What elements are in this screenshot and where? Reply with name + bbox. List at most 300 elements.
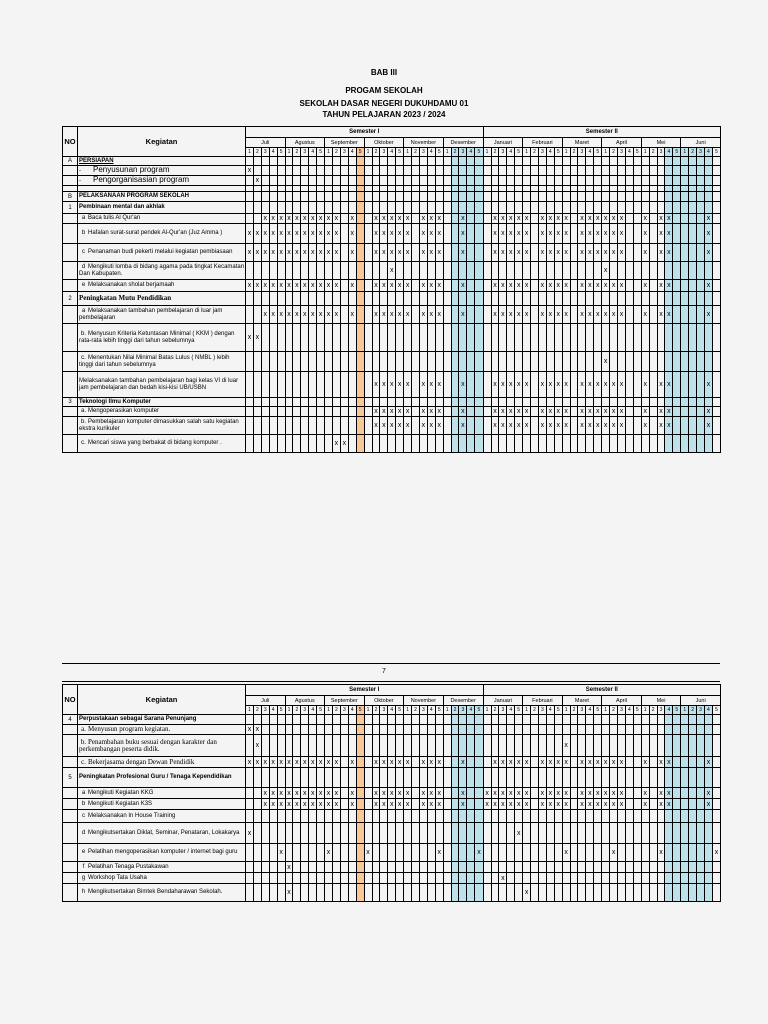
week-cell <box>325 725 333 735</box>
week-cell <box>301 398 309 407</box>
schedule-table-1 <box>62 126 721 453</box>
schedule-mark: x <box>580 311 584 318</box>
schedule-mark: x <box>397 215 402 222</box>
schedule-mark: x <box>271 311 275 318</box>
schedule-mark: x <box>603 215 608 222</box>
schedule-mark: x <box>564 422 568 429</box>
schedule-mark: x <box>580 230 584 237</box>
week-cell <box>523 262 531 280</box>
schedule-mark: x <box>326 230 331 237</box>
week-cell <box>523 192 531 202</box>
row-number <box>63 244 78 262</box>
week-cell <box>681 725 689 735</box>
week-cell <box>261 244 269 262</box>
week-cell <box>657 306 665 324</box>
week-header: 3 <box>618 706 626 715</box>
week-cell <box>594 873 602 884</box>
schedule-mark: x <box>603 282 608 289</box>
week-cell <box>317 757 325 768</box>
week-cell <box>483 306 491 324</box>
week-cell <box>570 823 578 844</box>
week-cell <box>697 352 705 372</box>
week-cell <box>246 435 254 453</box>
week-cell <box>269 224 277 244</box>
week-cell <box>332 176 340 186</box>
week-cell <box>380 788 388 799</box>
schedule-mark: x <box>659 311 663 318</box>
activity-text: Pelatihan Tenaga Pustakawan <box>88 863 169 870</box>
week-cell <box>712 352 720 372</box>
week-cell <box>427 799 435 810</box>
week-cell <box>293 735 301 757</box>
week-cell <box>515 306 523 324</box>
week-cell <box>689 280 697 292</box>
week-cell <box>491 157 499 166</box>
week-header: 3 <box>697 148 705 157</box>
week-cell <box>427 352 435 372</box>
week-cell <box>459 417 467 435</box>
week-cell <box>364 202 372 214</box>
schedule-mark: x <box>405 381 410 388</box>
week-cell <box>412 280 420 292</box>
week-cell <box>578 844 586 862</box>
week-cell <box>293 862 301 873</box>
week-cell <box>261 224 269 244</box>
week-cell <box>348 417 356 435</box>
schedule-mark: x <box>643 282 647 289</box>
week-cell <box>507 810 515 823</box>
schedule-mark: x <box>588 381 592 388</box>
week-cell <box>380 244 388 262</box>
week-cell <box>618 214 626 224</box>
week-cell <box>507 352 515 372</box>
week-cell <box>523 292 531 306</box>
week-cell <box>499 862 507 873</box>
week-cell <box>317 324 325 352</box>
week-cell <box>697 292 705 306</box>
week-header: 5 <box>356 148 364 157</box>
week-cell <box>309 280 317 292</box>
week-cell <box>443 735 451 757</box>
week-cell <box>451 873 459 884</box>
week-cell <box>618 417 626 435</box>
week-header: 5 <box>594 706 602 715</box>
week-cell <box>309 306 317 324</box>
week-cell <box>625 214 633 224</box>
week-cell <box>404 280 412 292</box>
week-cell <box>657 372 665 398</box>
week-cell <box>523 823 531 844</box>
schedule-mark: x <box>524 800 529 808</box>
week-cell <box>435 292 443 306</box>
week-cell <box>380 844 388 862</box>
schedule-mark: x <box>706 215 711 222</box>
week-cell <box>602 166 610 176</box>
week-cell <box>356 157 364 166</box>
week-cell <box>657 192 665 202</box>
week-cell <box>633 306 641 324</box>
week-cell <box>348 324 356 352</box>
schedule-mark: x <box>540 215 545 222</box>
week-cell <box>467 417 475 435</box>
week-cell <box>301 176 309 186</box>
week-cell <box>586 292 594 306</box>
week-cell <box>340 280 348 292</box>
week-cell <box>396 372 404 398</box>
week-cell <box>523 176 531 186</box>
schedule-mark: x <box>580 758 584 766</box>
week-cell <box>301 823 309 844</box>
week-cell <box>269 176 277 186</box>
week-cell <box>554 192 562 202</box>
schedule-mark: x <box>255 742 260 749</box>
row-number <box>63 306 78 324</box>
week-cell <box>618 398 626 407</box>
week-cell <box>246 735 254 757</box>
week-cell <box>578 735 586 757</box>
activity-cell <box>78 192 246 202</box>
week-cell <box>317 715 325 725</box>
row-number <box>63 810 78 823</box>
week-cell <box>332 352 340 372</box>
week-header: 1 <box>285 148 293 157</box>
week-cell <box>340 768 348 788</box>
schedule-mark: x <box>390 800 394 808</box>
week-cell <box>594 715 602 725</box>
week-cell <box>531 306 539 324</box>
week-cell <box>531 435 539 453</box>
week-cell <box>562 844 570 862</box>
week-cell <box>285 884 293 902</box>
schedule-mark: x <box>524 249 529 256</box>
week-cell <box>277 407 285 417</box>
activity-cell <box>78 844 246 862</box>
week-cell <box>531 823 539 844</box>
week-cell <box>499 799 507 810</box>
week-cell <box>364 352 372 372</box>
week-cell <box>531 214 539 224</box>
schedule-mark: x <box>318 311 323 318</box>
schedule-mark: x <box>429 408 434 415</box>
week-cell <box>404 873 412 884</box>
week-cell <box>657 873 665 884</box>
week-cell <box>610 157 618 166</box>
week-cell <box>309 292 317 306</box>
week-cell <box>689 435 697 453</box>
schedule-mark: x <box>287 249 291 256</box>
activity-cell <box>78 398 246 407</box>
week-header: 5 <box>712 706 720 715</box>
schedule-mark: x <box>706 311 711 318</box>
week-cell <box>554 735 562 757</box>
week-cell <box>427 202 435 214</box>
week-cell <box>467 176 475 186</box>
week-cell <box>618 735 626 757</box>
week-cell <box>570 862 578 873</box>
week-cell <box>412 715 420 725</box>
activity-cell <box>78 324 246 352</box>
week-cell <box>499 844 507 862</box>
week-cell <box>491 352 499 372</box>
schedule-mark: x <box>374 249 378 256</box>
week-cell <box>364 844 372 862</box>
week-cell <box>301 372 309 398</box>
table-row <box>63 244 721 262</box>
row-number <box>63 224 78 244</box>
week-cell <box>293 788 301 799</box>
week-cell <box>293 407 301 417</box>
schedule-mark: x <box>548 381 553 388</box>
week-cell <box>554 884 562 902</box>
schedule-mark: x <box>390 230 394 237</box>
schedule-mark: x <box>667 230 671 237</box>
week-cell <box>649 306 657 324</box>
schedule-mark: x <box>310 789 315 797</box>
schedule-mark: x <box>437 849 441 856</box>
table-row <box>63 407 721 417</box>
week-cell <box>443 435 451 453</box>
week-cell <box>412 768 420 788</box>
schedule-mark: x <box>548 800 553 808</box>
week-cell <box>554 176 562 186</box>
week-cell <box>261 306 269 324</box>
schedule-mark: x <box>588 249 592 256</box>
week-header: 4 <box>348 148 356 157</box>
week-cell <box>285 417 293 435</box>
week-cell <box>325 417 333 435</box>
week-cell <box>467 352 475 372</box>
week-cell <box>538 166 546 176</box>
week-cell <box>515 788 523 799</box>
week-cell <box>475 292 483 306</box>
week-cell <box>618 788 626 799</box>
week-cell <box>657 407 665 417</box>
schedule-mark: x <box>493 422 497 429</box>
week-cell <box>451 398 459 407</box>
row-number: A <box>63 157 78 166</box>
week-cell <box>404 324 412 352</box>
week-cell <box>340 372 348 398</box>
week-cell <box>483 166 491 176</box>
week-cell <box>412 725 420 735</box>
schedule-mark: x <box>667 800 671 808</box>
week-cell <box>546 398 554 407</box>
week-cell <box>301 715 309 725</box>
week-cell <box>515 192 523 202</box>
week-cell <box>602 788 610 799</box>
week-cell <box>348 398 356 407</box>
week-header: 2 <box>412 148 420 157</box>
schedule-mark: x <box>461 381 465 388</box>
schedule-mark: x <box>247 758 252 766</box>
week-cell <box>673 262 681 280</box>
schedule-mark: x <box>611 408 616 415</box>
week-cell <box>340 810 348 823</box>
week-cell <box>657 768 665 788</box>
week-cell <box>340 873 348 884</box>
week-cell <box>380 862 388 873</box>
week-cell <box>570 372 578 398</box>
week-cell <box>578 166 586 176</box>
week-cell <box>412 884 420 902</box>
week-cell <box>625 280 633 292</box>
week-cell <box>459 823 467 844</box>
week-cell <box>633 324 641 352</box>
table-row <box>63 435 721 453</box>
week-cell <box>451 715 459 725</box>
week-cell <box>427 280 435 292</box>
week-cell <box>507 788 515 799</box>
week-cell <box>443 324 451 352</box>
week-cell <box>657 725 665 735</box>
week-cell <box>673 757 681 768</box>
week-cell <box>332 157 340 166</box>
schedule-mark: x <box>524 230 529 237</box>
week-cell <box>602 799 610 810</box>
week-cell <box>325 873 333 884</box>
week-cell <box>451 844 459 862</box>
schedule-mark: x <box>603 408 608 415</box>
week-cell <box>475 372 483 398</box>
week-cell <box>396 176 404 186</box>
week-cell <box>546 292 554 306</box>
week-cell <box>443 862 451 873</box>
activity-sub-label: c <box>82 249 85 255</box>
week-cell <box>681 407 689 417</box>
week-cell <box>681 873 689 884</box>
week-cell <box>491 192 499 202</box>
week-cell <box>712 372 720 398</box>
week-header: 3 <box>499 148 507 157</box>
week-cell <box>309 823 317 844</box>
week-cell <box>602 224 610 244</box>
schedule-mark: x <box>516 829 521 837</box>
week-cell <box>269 884 277 902</box>
week-cell <box>451 176 459 186</box>
week-cell <box>396 292 404 306</box>
schedule-mark: x <box>271 249 275 256</box>
week-cell <box>325 262 333 280</box>
week-cell <box>625 352 633 372</box>
week-cell <box>633 407 641 417</box>
week-cell <box>618 799 626 810</box>
week-cell <box>570 788 578 799</box>
week-cell <box>531 372 539 398</box>
week-cell <box>523 435 531 453</box>
week-cell <box>467 214 475 224</box>
week-cell <box>317 214 325 224</box>
schedule-mark: x <box>279 849 283 856</box>
week-cell <box>689 176 697 186</box>
week-cell <box>332 844 340 862</box>
week-cell <box>317 725 325 735</box>
schedule-mark: x <box>421 282 426 289</box>
week-cell <box>586 224 594 244</box>
week-cell <box>570 157 578 166</box>
schedule-mark: x <box>596 282 600 289</box>
week-cell <box>633 823 641 844</box>
week-cell <box>649 768 657 788</box>
week-cell <box>435 715 443 725</box>
schedule-mark: x <box>516 215 521 222</box>
activity-cell <box>78 873 246 884</box>
week-cell <box>277 398 285 407</box>
activity-cell <box>78 788 246 799</box>
week-cell <box>681 157 689 166</box>
schedule-mark: x <box>255 726 260 733</box>
week-cell <box>356 292 364 306</box>
schedule-mark: x <box>247 282 252 289</box>
week-cell <box>253 725 261 735</box>
week-cell <box>712 407 720 417</box>
week-header: 1 <box>364 706 372 715</box>
schedule-mark: x <box>318 800 323 808</box>
week-cell <box>594 768 602 788</box>
week-cell <box>712 417 720 435</box>
week-cell <box>435 324 443 352</box>
week-cell <box>657 214 665 224</box>
week-cell <box>507 214 515 224</box>
week-header: 1 <box>325 148 333 157</box>
week-cell <box>253 202 261 214</box>
activity-text: Peningkatan Profesional Guru / Tenaga Kependidikan <box>79 774 232 780</box>
week-cell <box>443 884 451 902</box>
week-cell <box>499 202 507 214</box>
week-cell <box>657 823 665 844</box>
week-cell <box>412 844 420 862</box>
week-cell <box>491 873 499 884</box>
table-row <box>63 823 721 844</box>
week-cell <box>285 157 293 166</box>
week-cell <box>697 192 705 202</box>
week-cell <box>380 407 388 417</box>
week-cell <box>562 280 570 292</box>
schedule-mark: x <box>255 758 260 766</box>
week-cell <box>269 715 277 725</box>
week-cell <box>356 372 364 398</box>
week-cell <box>285 715 293 725</box>
week-cell <box>499 768 507 788</box>
week-cell <box>427 435 435 453</box>
week-cell <box>427 417 435 435</box>
week-cell <box>712 224 720 244</box>
week-cell <box>451 352 459 372</box>
week-cell <box>356 862 364 873</box>
week-cell <box>697 372 705 398</box>
week-cell <box>689 157 697 166</box>
week-cell <box>523 757 531 768</box>
week-cell <box>451 244 459 262</box>
week-cell <box>491 799 499 810</box>
week-cell <box>712 157 720 166</box>
schedule-mark: x <box>509 408 513 415</box>
week-cell <box>625 799 633 810</box>
schedule-mark: x <box>247 829 252 837</box>
week-cell <box>491 372 499 398</box>
week-cell <box>491 244 499 262</box>
table-row <box>63 306 721 324</box>
schedule-mark: x <box>326 789 331 797</box>
schedule-mark: x <box>429 381 434 388</box>
week-cell <box>499 324 507 352</box>
week-cell <box>451 292 459 306</box>
schedule-mark: x <box>548 408 553 415</box>
schedule-mark: x <box>596 408 600 415</box>
week-cell <box>261 280 269 292</box>
week-cell <box>515 262 523 280</box>
week-cell <box>594 292 602 306</box>
week-cell <box>554 768 562 788</box>
